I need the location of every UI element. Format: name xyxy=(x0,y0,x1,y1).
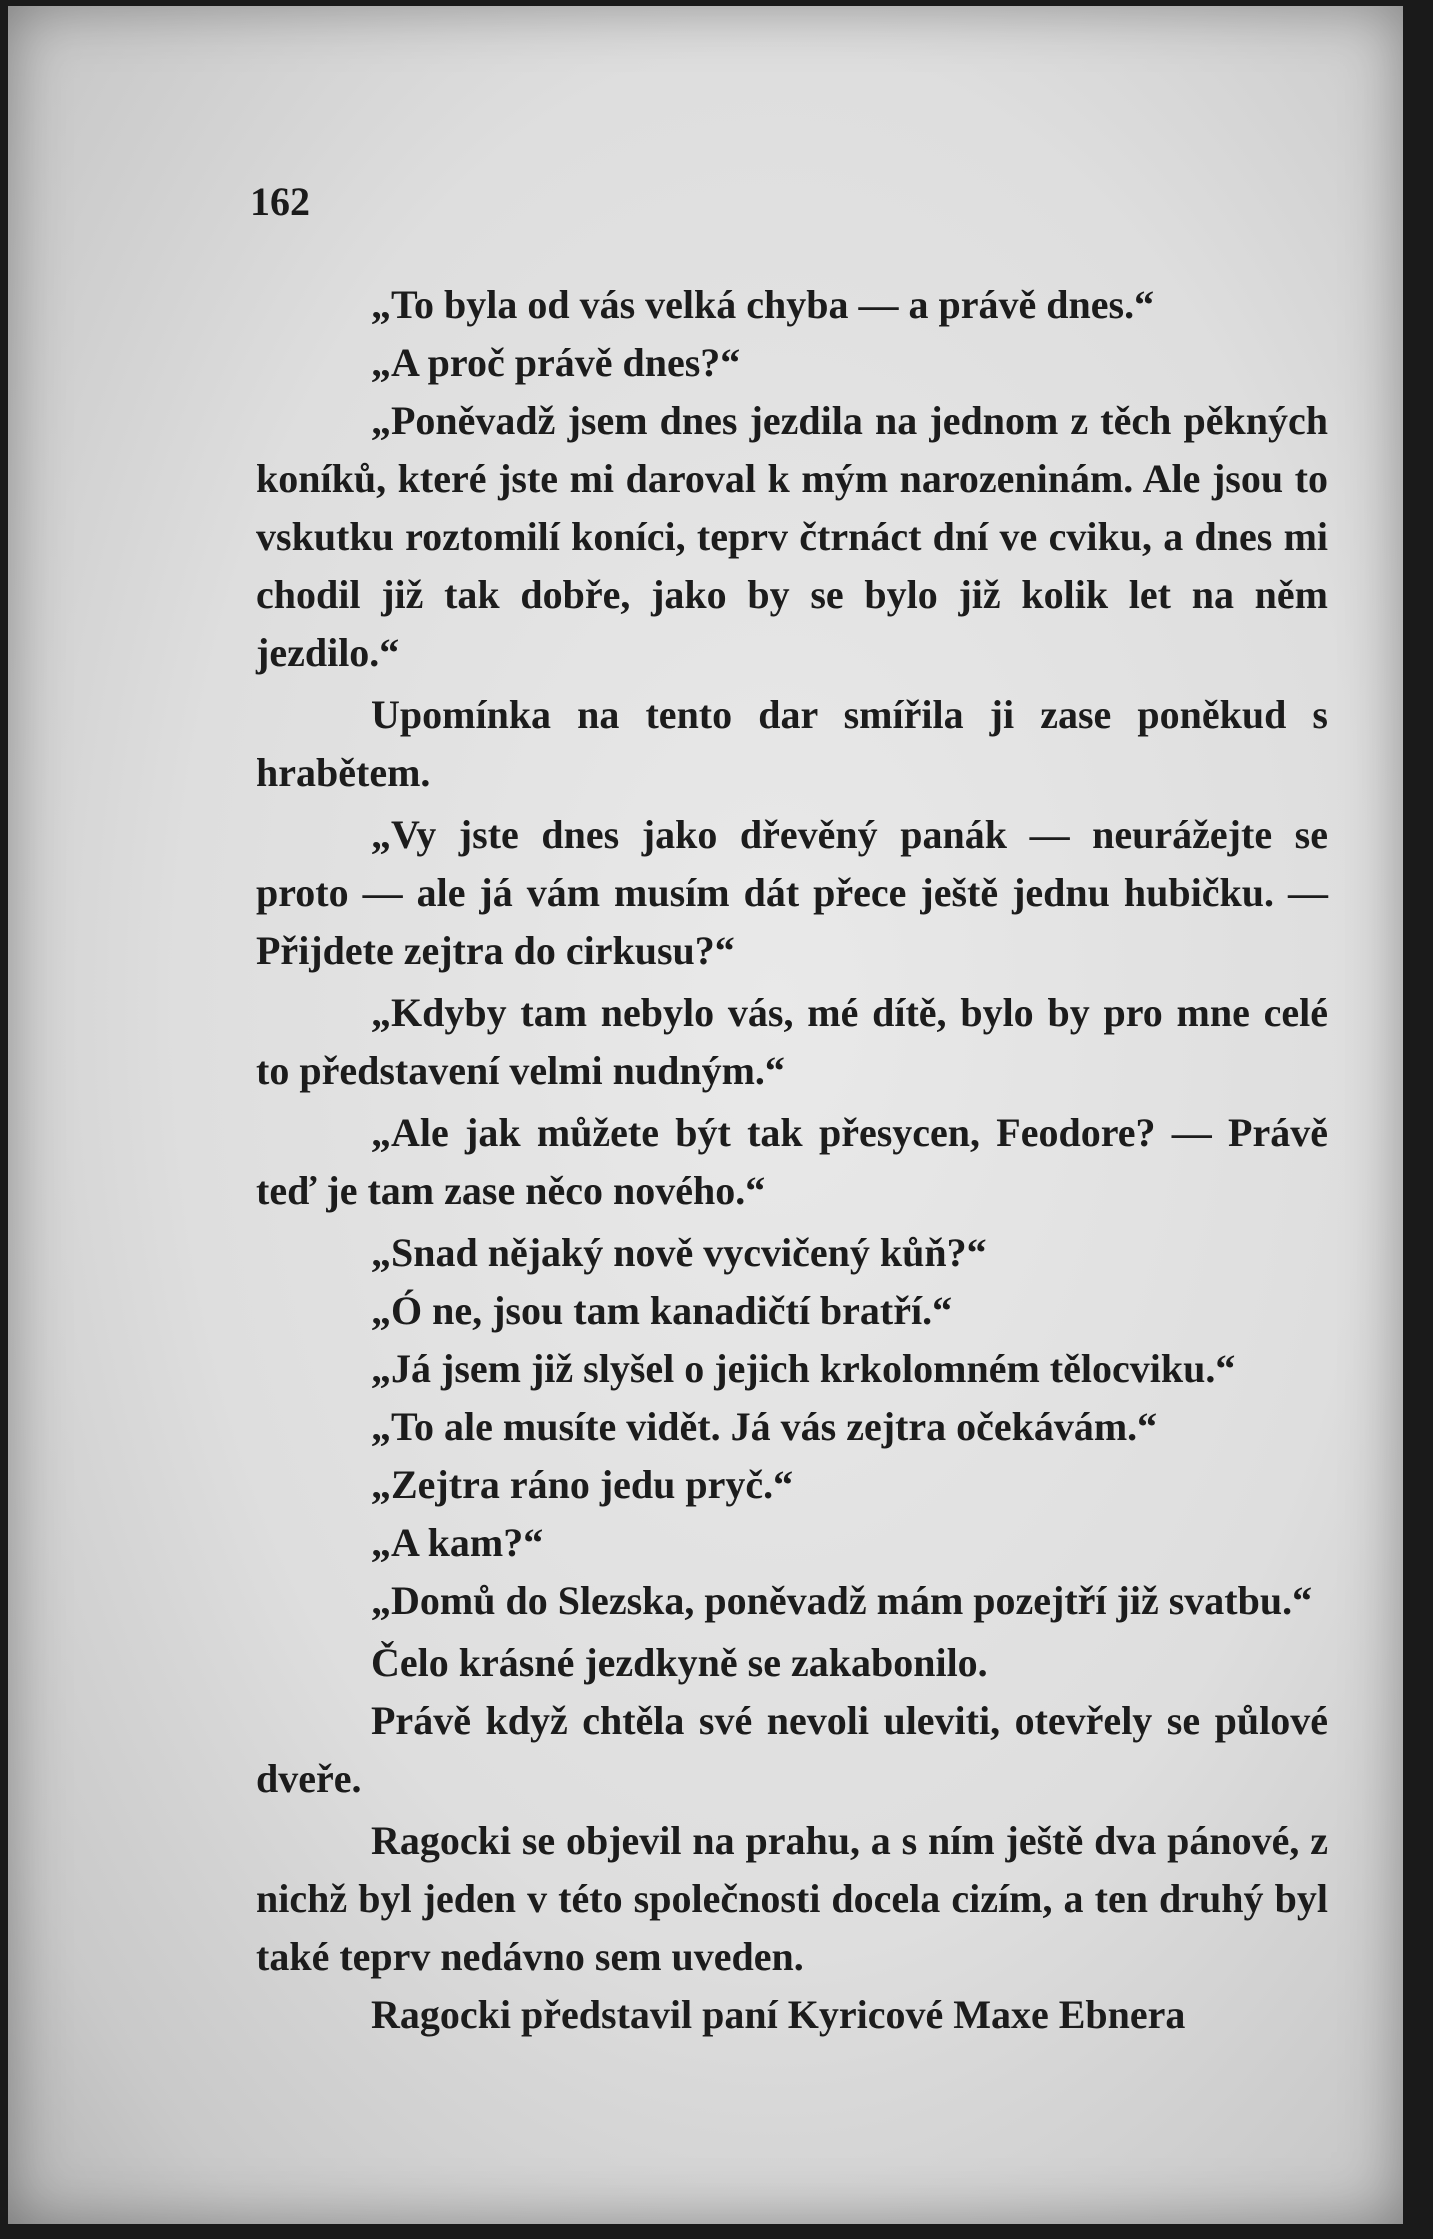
body-text xyxy=(256,276,1328,2044)
paragraph: „Ale jak můžete být tak přesycen, Feodore? — Právě teď je tam zase něco nového.“ xyxy=(256,1110,1328,1213)
paragraph: Čelo krásné jezdkyně se zakabonilo. xyxy=(371,1640,988,1685)
paragraph: „Poněvadž jsem dnes jezdila na jednom z těch pěkných koníků, které jste mi daroval k mým narozeninám. Ale jsou to vskutku roztomilí koníci, teprv čtrnáct dní ve cviku, a dnes mi chodil již tak dobře, jako by se bylo již kolik let na něm jezdilo.“ xyxy=(256,398,1328,675)
paragraph: Upomínka na tento dar smířila ji zase poněkud s hrabětem. xyxy=(256,692,1328,795)
paragraph: „Domů do Slezska, poněvadž mám pozejtří již svatbu.“ xyxy=(371,1578,1313,1623)
paragraph: „To ale musíte vidět. Já vás zejtra očekávám.“ xyxy=(371,1404,1158,1449)
paragraph: Ragocki se objevil na prahu, a s ním ještě dva pánové, z nichž byl jeden v této společnosti docela cizím, a ten druhý byl také teprv nedávno sem uveden. xyxy=(256,1818,1328,1979)
paragraph: „Kdyby tam nebylo vás, mé dítě, bylo by pro mne celé to představení velmi nudným.“ xyxy=(256,990,1328,1093)
paragraph: „Snad nějaký nově vycvičený kůň?“ xyxy=(371,1230,987,1275)
paragraph: Ragocki představil paní Kyricové Maxe Ebnera xyxy=(371,1992,1186,2037)
paragraph: „A proč právě dnes?“ xyxy=(371,340,741,385)
paragraph: „Ó ne, jsou tam kanadičtí bratří.“ xyxy=(371,1288,953,1333)
paragraph: „Já jsem již slyšel o jejich krkolomném tělocviku.“ xyxy=(371,1346,1236,1391)
paragraph: „Vy jste dnes jako dřevěný panák — neurážejte se proto — ale já vám musím dát přece ještě jednu hubičku. — Přijdete zejtra do cirkusu?“ xyxy=(256,812,1328,973)
page-number: 162 xyxy=(250,179,310,224)
paper-sheet xyxy=(8,6,1403,2224)
paragraph: „A kam?“ xyxy=(371,1520,544,1565)
paragraph: „Zejtra ráno jedu pryč.“ xyxy=(371,1462,794,1507)
paragraph: Právě když chtěla své nevoli uleviti, otevřely se půlové dveře. xyxy=(256,1698,1328,1801)
paragraph: „To byla od vás velká chyba — a právě dnes.“ xyxy=(371,282,1155,327)
